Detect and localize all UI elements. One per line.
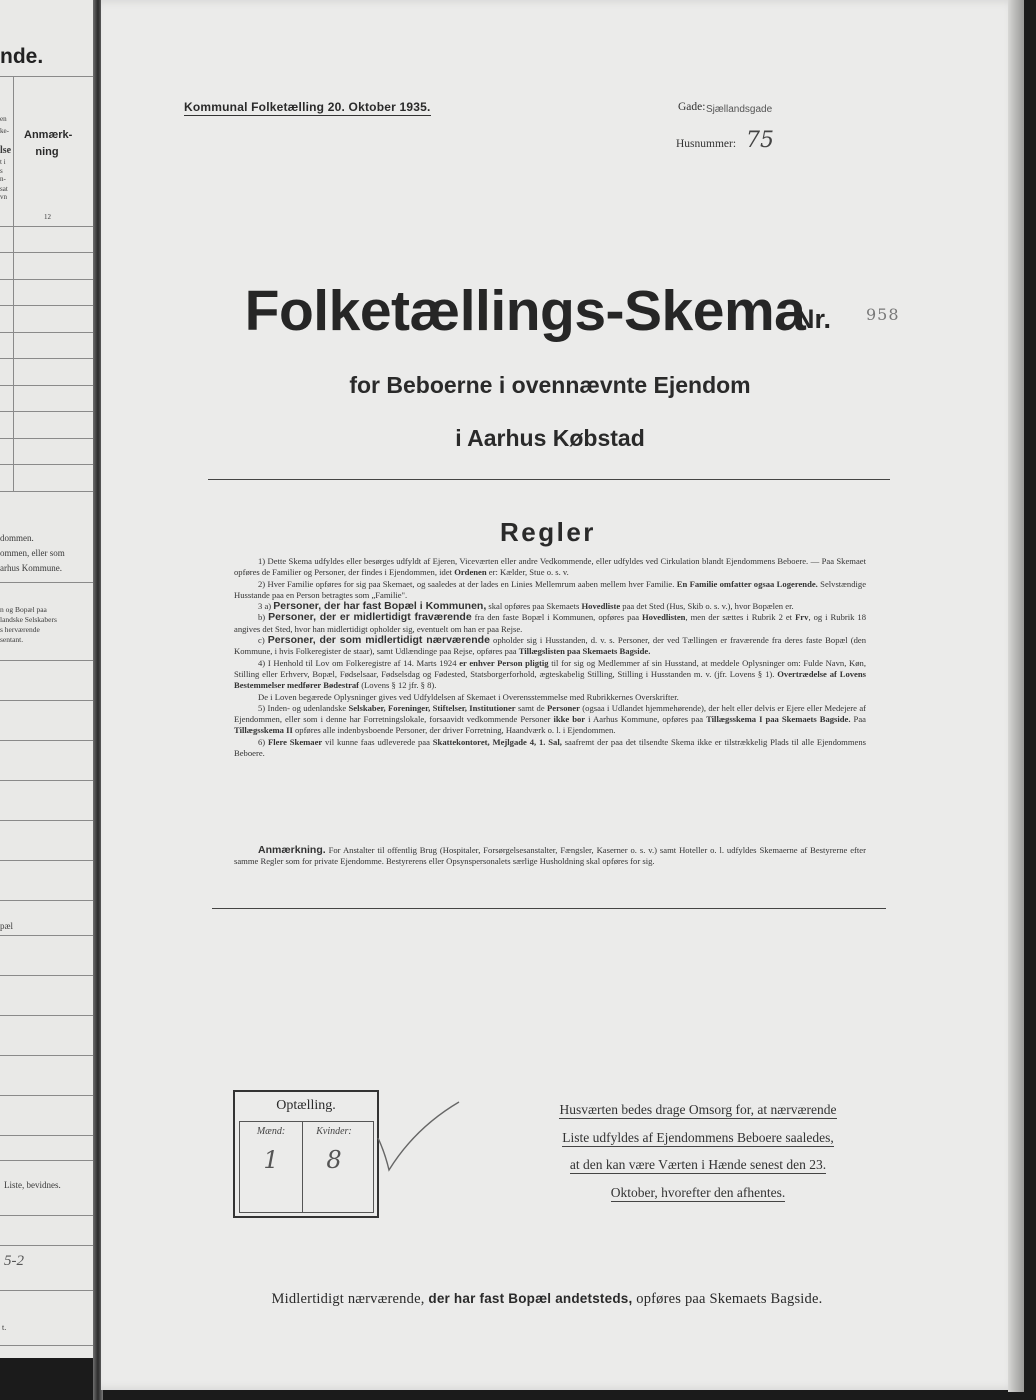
divider-rule (212, 908, 886, 909)
table-column-line (13, 76, 14, 491)
remark-text: Anmærkning. For Anstalter til offentlig Brug (Hospitaler, Forsørgelsesanstalter, Fængsler, Kaserner o. s. v.) samt Hoteller o. l. udfyldes Skemaerne af Bestyrerne efter samme Regler som for private Ejendomme. Bestyrerens eller Opsynspersonalets særlige Husholdning skal opføres for sig. (234, 844, 866, 867)
husnummer-value: 75 (746, 128, 774, 153)
table-rule (0, 1215, 96, 1216)
table-rule (0, 860, 96, 861)
husnummer-label: Husnummer: (676, 138, 737, 150)
left-fragment-text: t i (0, 158, 6, 166)
notice-line: Liste udfyldes af Ejendommens Beboere saaledes, (562, 1129, 834, 1145)
form-subtitle-2: i Aarhus Købstad (455, 425, 645, 451)
form-title: Folketællings-Skema (244, 279, 806, 343)
table-rule (0, 1245, 96, 1246)
table-rule (0, 1345, 96, 1346)
census-header-title: Kommunal Folketælling 20. Oktober 1935. (184, 100, 431, 114)
kvinder-label: Kvinder: (316, 1126, 352, 1137)
table-rule (0, 464, 96, 465)
table-rule (0, 332, 96, 333)
table-rule (0, 305, 96, 306)
table-rule (0, 900, 96, 901)
left-fragment-text: lse (0, 145, 12, 156)
maend-value: 1 (263, 1146, 279, 1174)
table-rule (0, 1160, 96, 1161)
table-rule (0, 358, 96, 359)
checkmark-icon (375, 1098, 465, 1178)
left-fragment-text: n- (0, 175, 6, 183)
form-number-stamp: 958 (866, 305, 900, 324)
table-rule (0, 226, 96, 227)
table-rule (0, 491, 96, 492)
notice-line: Husværten bedes drage Omsorg for, at nærværende (559, 1102, 837, 1117)
left-handwritten-number: 5-2 (4, 1253, 24, 1269)
table-rule (0, 1055, 96, 1056)
table-rule (0, 279, 96, 280)
table-rule (0, 740, 96, 741)
table-rule (0, 1015, 96, 1016)
table-rule (0, 411, 96, 412)
rules-text: 1) Dette Skema udfyldes eller besørges udfyldt af Ejeren, Viceværten eller andre Vedkommende, eller udfyldes ved Cirkulation blandt Ejendommens Beboere. — Paa Skemaet opføres de Familier og Personer, der findes i Ejendommen, idet Ordenen er: Kælder, Stue o. s. v. 2) Hver Familie opføres for sig paa Skemaet, og saaledes at der lades en Linies Mellemrum aaben mellem hver Familie. En Familie omfatter ogsaa Logerende. Selvstændige Husstande paa en Person betragtes som „Familie". 3 a) Personer, der har fast Bopæl i Kommunen, skal opføres paa Skemaets Hovedliste paa det Sted (Hus, Skib o. s. v.), hvor Bopælen er. b) Personer, der er midlertidigt fraværende fra den faste Bopæl i Kommunen, opføres paa Hovedlisten, men der sættes i Rubrik 2 et Frv, og i Rubrik 18 angives det Sted, hvor han midlertidigt opholder sig, eventuelt om han er paa Rejse. c) Personer, der som midlertidigt nærværende opholder sig i Husstanden, d. v. s. Personer, der ved Tællingen er fraværende fra deres faste Bopæl (den Kommune, i hvis Folkeregister de staar), samt Udlændinge paa Rejse, opføres paa Tillægslisten paa Skemaets Bagside. 4) I Henhold til Lov om Folkeregistre af 14. Marts 1924 er enhver Person pligtig til for sig og Medlemmer af sin Husstand, at meddele Oplysninger om: Fulde Navn, Køn, Stilling eller Erhverv, Bopæl, Fødselsaar, Fødselsdag og Fødested, Statsborgerforhold, ægteskabelig Stilling, Stilling i Husstanden m. v. (jfr. Lovens § 1). Overtrædelse af Lovens Bestemmelser medfører Bødestraf (Lovens § 12 jfr. § 8). De i Loven begærede Oplysninger gives ved Udfyldelsen af Skemaet i Overensstemmelse med Rubrikkernes Overskrifter. 5) Inden- og udenlandske Selskaber, Foreninger, Stiftelser, Institutioner samt de Personer (ogsaa i Udlandet hjemmehørende), der helt eller delvis er Ejere eller Medejere af Ejendommen, eller som i denne har Forretningslokale, forsaavidt vedkommende Personer ikke bor i Aarhus Kommune, opføres paa Tillægsskema I paa Skemaets Bagside. Paa Tillægsskema II opføres alle indenbysboende Personer, der driver Forretning, Haandværk o. l. i Ejendommen. 6) Flere Skemaer vil kunne faas udleverede paa Skattekontoret, Mejlgade 4, 1. Sal, saafremt der paa det tilsendte Skema ikke er tilstrækkelig Plads til alle Ejendommens Beboere. (234, 556, 867, 759)
table-rule (0, 385, 96, 386)
left-note-2: n og Bopæl paa landske Selskabers s herværende sentant. (0, 605, 57, 644)
left-bottom-fragment: t. (2, 1323, 7, 1332)
table-rule (0, 660, 96, 661)
left-note-1: dommen. ommen, eller som arhus Kommune. (0, 533, 65, 573)
table-rule (0, 1095, 96, 1096)
count-box (233, 1090, 379, 1218)
left-fragment-text: vn (0, 193, 7, 201)
notice-line: Oktober, hvorefter den afhentes. (610, 1184, 786, 1200)
left-fragment-text: ke- (0, 127, 9, 135)
notice-line: at den kan være Værten i Hænde senest den 23. (569, 1157, 827, 1172)
form-subtitle-1: for Beboerne i ovennævnte Ejendom (349, 372, 751, 398)
gade-label: Gade: (678, 101, 706, 113)
table-rule (0, 438, 96, 439)
table-rule (0, 252, 96, 253)
rules-heading: Regler (500, 517, 596, 547)
kvinder-value: 8 (326, 1146, 342, 1174)
left-label-bopael: pæl (0, 921, 14, 931)
form-number-label: Nr. (795, 304, 832, 334)
column-12-header: Anmærk- ning (24, 129, 73, 158)
column-12-number: 12 (44, 213, 51, 221)
left-fragment-text: sat (0, 185, 8, 193)
table-rule (0, 582, 96, 583)
table-rule (0, 780, 96, 781)
left-fragment-text: s (0, 167, 3, 175)
gade-value: Sjællandsgade (706, 104, 773, 115)
count-title: Optælling. (276, 1098, 336, 1113)
table-rule (0, 820, 96, 821)
table-rule (0, 1290, 96, 1291)
left-page-fragment (0, 0, 96, 1358)
table-rule (0, 935, 96, 936)
landlord-notice (530, 1096, 866, 1206)
table-rule (0, 76, 96, 77)
left-page-title: nde. (0, 45, 44, 68)
table-rule (0, 1135, 96, 1136)
table-rule (0, 975, 96, 976)
left-fragment-text: en (0, 115, 7, 123)
count-grid (239, 1121, 374, 1213)
table-rule (0, 700, 96, 701)
page-edge (1008, 0, 1024, 1392)
divider-rule (208, 479, 890, 480)
footer-note: Midlertidigt nærværende, der har fast Bopæl andetsteds, opføres paa Skemaets Bagside. (271, 1291, 823, 1307)
left-label-liste: Liste, bevidnes. (4, 1180, 61, 1190)
maend-label: Mænd: (256, 1126, 286, 1137)
